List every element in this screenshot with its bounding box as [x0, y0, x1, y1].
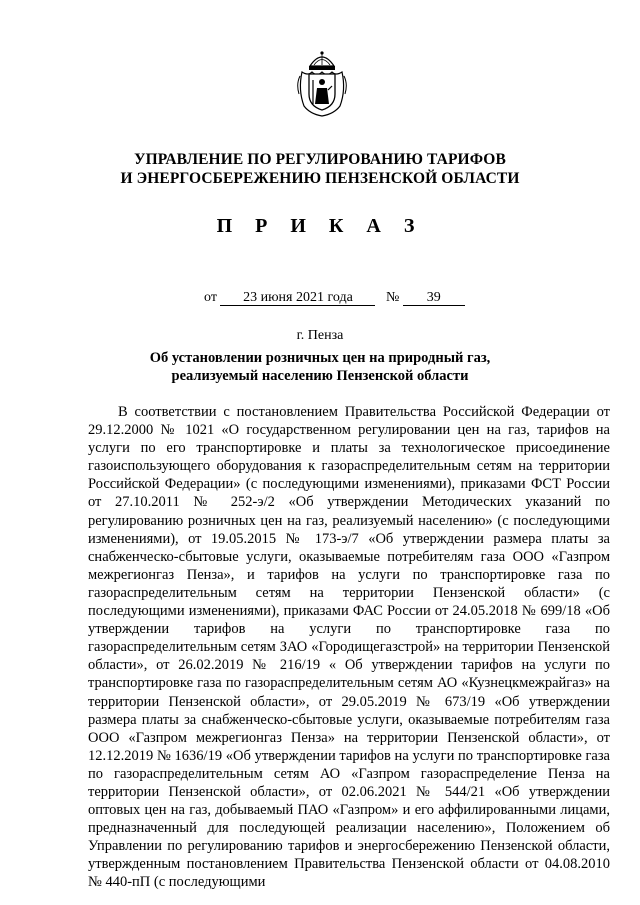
body-paragraph: В соответствии с постановлением Правительства Российской Федерации от 29.12.2000 № 1021 «О государственном регулировании цен на газ, тарифов на услуги по его транспортировке и платы за технологическое присоединение газоиспользующего оборудования к газораспределительным сетям на территории Российской Федерации» (с последующими изменениями), приказами ФСТ России от 27.10.2011 № 252-э/2 «Об утверждении Методических указаний по регулированию розничных цен на газ, реализуемый населению» (с последующими изменениями), от 19.05.2015 № 173-э/7 «Об утверждении размера платы за снабженческо-сбытовые услуги, оказываемые потребителям газа ООО «Газпром межрегионгаз Пенза», и тарифов на услуги по транспортировке газа по газораспределительным сетям на территории Пензенской области» (с последующими изменениями), приказами ФАС России от 24.05.2018 № 699/18 «Об утверждении тарифов на услуги по транспортировке газа по газораспределительным сетям ЗАО «Городищегазстрой» на территории Пензенской области», от 26.02.2019 № 216/19 « Об утверждении тарифов на услуги по транспортировке газа по газораспределительным сетям АО «Кузнецкмежрайгаз» на территории Пензенской области», от 29.05.2019 № 673/19 «Об утверждении размера платы за снабженческо-сбытовые услуги, оказываемые потребителям газа ООО «Газпром межрегионгаз Пенза» на территории Пензенской области», от 12.12.2019 № 1636/19 «Об утверждении тарифов на услуги по транспортировке газа по газораспределительным сетям АО «Газпром газораспределение Пенза на территории Пензенской области», от 02.06.2021 № 544/21 «Об утверждении оптовых цен на газ, добываемый ПАО «Газпром» и его аффилированными лицами, предназначенный для последующей реализации населению», Положением об Управлении по регулированию тарифов и энергосбережению Пензенской области, утвержденным постановлением Правительства Пензенской области от 04.08.2010 № 440-пП (с последующими: [88, 404, 610, 891]
subject-title-line2: реализуемый населению Пензенской области: [171, 368, 469, 384]
number-prefix: №: [385, 290, 400, 305]
document-date: 23 июня 2021 года: [220, 290, 375, 306]
subject-title-line1: Об установлении розничных цен на природный газ,: [149, 350, 491, 366]
date-number-line: [204, 290, 465, 306]
document-body: [88, 403, 610, 892]
document-type-title: П Р И К А З: [216, 215, 424, 237]
coat-of-arms-emblem: [296, 50, 348, 118]
date-prefix: от: [204, 290, 217, 305]
authority-name-line1: УПРАВЛЕНИЕ ПО РЕГУЛИРОВАНИЮ ТАРИФОВ: [134, 151, 506, 168]
issue-city: г. Пенза: [296, 328, 344, 343]
document-number: 39: [403, 290, 465, 306]
authority-name-line2: И ЭНЕРГОСБЕРЕЖЕНИЮ ПЕНЗЕНСКОЙ ОБЛАСТИ: [120, 170, 520, 187]
